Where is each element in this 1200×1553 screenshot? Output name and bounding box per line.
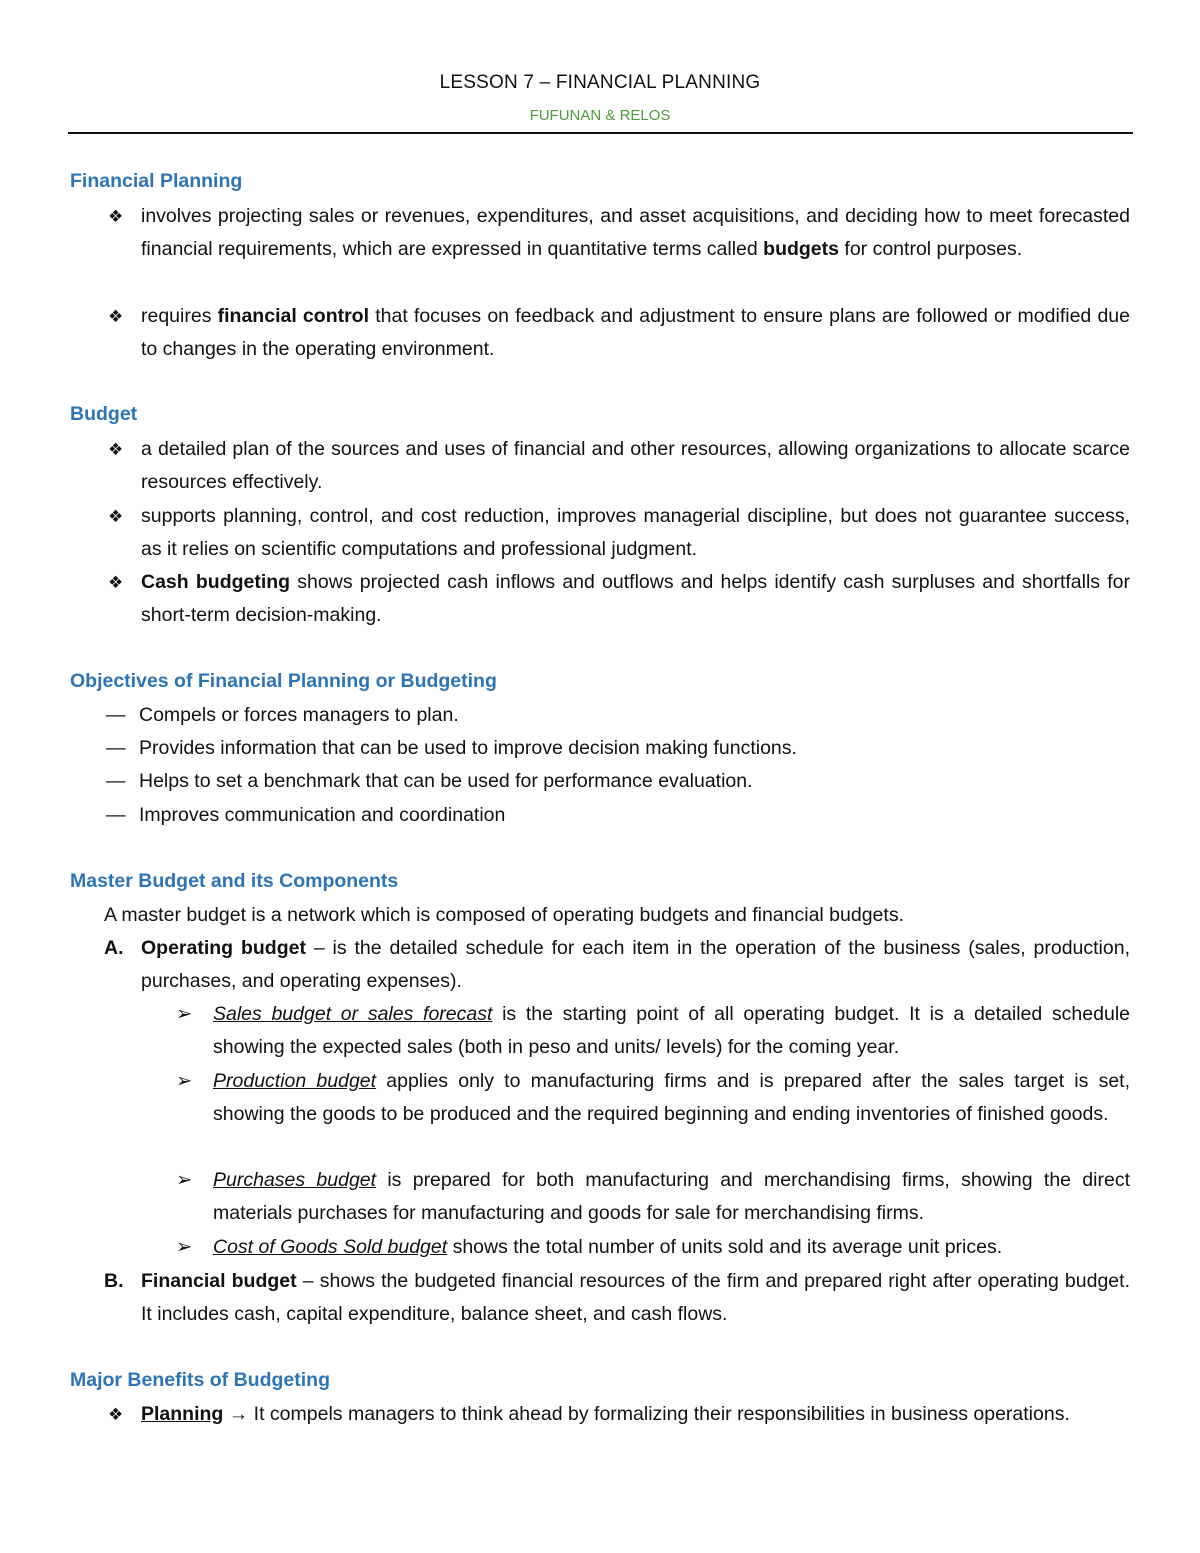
- sub-bullet-item: [176, 1065, 1130, 1131]
- sub-bullet-item: [176, 998, 1130, 1064]
- dash-item-text: Provides information that can be used to improve decision making functions.: [139, 737, 797, 759]
- document-title: LESSON 7 – FINANCIAL PLANNING: [439, 72, 761, 93]
- arrow-bullet-icon: ➢: [176, 1070, 193, 1092]
- sub-bullet-text: Sales budget or sales forecast is the starting point of all operating budget. It is a detailed schedule showing the expected sales (both in peso and units/ levels) for the coming year.: [213, 1003, 1130, 1058]
- bullet-item: [108, 566, 1130, 632]
- dash-item: [108, 699, 1130, 732]
- arrow-bullet-icon: ➢: [176, 1236, 193, 1258]
- bullet-text: Planning → It compels managers to think ahead by formalizing their responsibilities in business operations.: [141, 1403, 1070, 1425]
- lettered-item-text: Operating budget – is the detailed schedule for each item in the operation of the business (sales, production, purchases, and operating expenses).: [141, 937, 1130, 992]
- section-heading-master-budget: Master Budget and its Components: [70, 870, 399, 892]
- section-heading-benefits: Major Benefits of Budgeting: [70, 1369, 330, 1391]
- lettered-item-a: [104, 932, 1130, 998]
- lettered-item-text: Financial budget – shows the budgeted financial resources of the firm and prepared right after operating budget. It includes cash, capital expenditure, balance sheet, and cash flows.: [141, 1270, 1130, 1325]
- dash-item-text: Improves communication and coordination: [139, 804, 506, 826]
- master-budget-intro: A master budget is a network which is composed of operating budgets and financial budgets.: [104, 904, 904, 926]
- bullet-item: [108, 300, 1130, 366]
- bullet-text: involves projecting sales or revenues, expenditures, and asset acquisitions, and deciding how to meet forecasted financial requirements, which are expressed in quantitative terms called budgets for control purposes.: [141, 205, 1130, 260]
- section-heading-budget: Budget: [70, 403, 138, 425]
- sub-bullet-item: [176, 1231, 1130, 1264]
- bullet-item: [108, 200, 1130, 266]
- diamond-bullet-icon: ❖: [108, 573, 124, 592]
- sub-bullet-text: Purchases budget is prepared for both manufacturing and merchandising firms, showing the direct materials purchases for manufacturing and goods for sale for merchandising firms.: [213, 1169, 1130, 1224]
- dash-item-text: Compels or forces managers to plan.: [139, 704, 459, 726]
- dash-bullet-icon: —: [106, 704, 126, 726]
- section-heading-financial-planning: Financial Planning: [70, 170, 243, 192]
- diamond-bullet-icon: ❖: [108, 307, 124, 326]
- dash-bullet-icon: —: [106, 804, 126, 826]
- letter-marker-b: B.: [104, 1270, 124, 1292]
- bullet-text: a detailed plan of the sources and uses of financial and other resources, allowing organizations to allocate scarce resources effectively.: [141, 438, 1130, 493]
- arrow-bullet-icon: ➢: [176, 1169, 193, 1191]
- header-divider: [68, 132, 1133, 134]
- letter-marker-a: A.: [104, 937, 124, 959]
- bullet-text: Cash budgeting shows projected cash inflows and outflows and helps identify cash surpluses and shortfalls for short-term decision-making.: [141, 571, 1131, 626]
- bullet-item: [108, 1398, 1130, 1431]
- section-heading-objectives: Objectives of Financial Planning or Budgeting: [70, 670, 497, 692]
- diamond-bullet-icon: ❖: [108, 207, 124, 226]
- diamond-bullet-icon: ❖: [108, 440, 124, 459]
- bullet-item: [108, 500, 1130, 566]
- diamond-bullet-icon: ❖: [108, 507, 124, 526]
- dash-item-text: Helps to set a benchmark that can be used for performance evaluation.: [139, 770, 753, 792]
- sub-bullet-text: Production budget applies only to manufacturing firms and is prepared after the sales target is set, showing the goods to be produced and the required beginning and ending inventories of finished goods.: [213, 1070, 1130, 1125]
- sub-bullet-text: Cost of Goods Sold budget shows the total number of units sold and its average unit prices.: [213, 1236, 1003, 1258]
- diamond-bullet-icon: ❖: [108, 1405, 124, 1424]
- dash-item: [108, 732, 1130, 765]
- dash-bullet-icon: —: [106, 737, 126, 759]
- dash-item: [108, 765, 1130, 798]
- lettered-item-b: [104, 1265, 1130, 1331]
- dash-item: [108, 799, 1130, 832]
- document-authors: FUFUNAN & RELOS: [529, 107, 671, 124]
- arrow-bullet-icon: ➢: [176, 1003, 193, 1025]
- bullet-item: [108, 433, 1130, 499]
- right-arrow-icon: →: [228, 1403, 249, 1425]
- sub-bullet-item: [176, 1164, 1130, 1230]
- bullet-text: supports planning, control, and cost reduction, improves managerial discipline, but does not guarantee success, as it relies on scientific computations and professional judgment.: [141, 505, 1130, 560]
- bullet-text: requires financial control that focuses on feedback and adjustment to ensure plans are followed or modified due to changes in the operating environment.: [141, 305, 1130, 360]
- dash-bullet-icon: —: [106, 770, 126, 792]
